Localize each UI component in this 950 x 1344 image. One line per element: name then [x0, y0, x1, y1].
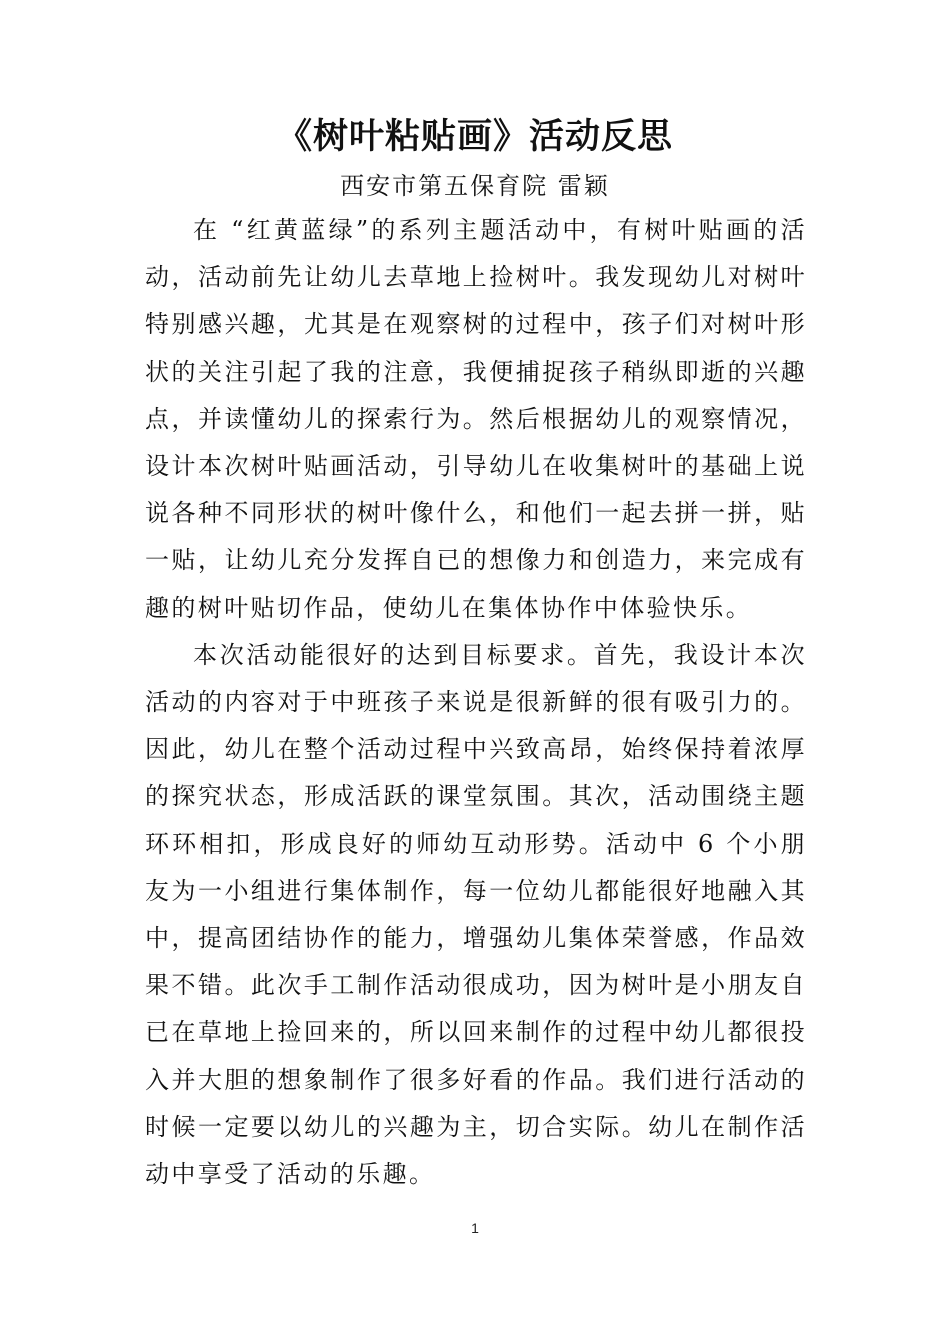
- author-byline: 西安市第五保育院 雷颖: [340, 172, 610, 200]
- document-title: 《树叶粘贴画》活动反思: [276, 117, 673, 157]
- paragraph-1: 在 “红黄蓝绿”的系列主题活动中，有树叶贴画的活动，活动前先让幼儿去草地上捡树叶。我发现幼儿对树叶特别感兴趣，尤其是在观察树的过程中，孩子们对树叶形状的关注引起了我的注意，我便捕捉孩子稍纵即逝的兴趣点，并读懂幼儿的探索行为。然后根据幼儿的观察情况，设计本次树叶贴画活动，引导幼儿在收集树叶的基础上说说各种不同形状的树叶像什么，和他们一起去拼一拼，贴一贴，让幼儿充分发挥自已的想像力和创造力，来完成有趣的树叶贴切作品，使幼儿在集体协作中体验快乐。: [145, 216, 807, 622]
- paragraph-2: 本次活动能很好的达到目标要求。首先，我设计本次活动的内容对于中班孩子来说是很新鲜的很有吸引力的。因此，幼儿在整个活动过程中兴致高昂，始终保持着浓厚的探究状态，形成活跃的课堂氛围。其次，活动围绕主题环环相扣，形成良好的师幼互动形势。活动中 6 个小朋友为一小组进行集体制作，每一位幼儿都能很好地融入其中，提高团结协作的能力，增强幼儿集体荣誉感，作品效果不错。此次手工制作活动很成功，因为树叶是小朋友自已在草地上捡回来的，所以回来制作的过程中幼儿都很投入并大胆的想象制作了很多好看的作品。我们进行活动的时候一定要以幼儿的兴趣为主，切合实际。幼儿在制作活动中享受了活动的乐趣。: [145, 640, 807, 1189]
- document-body: [145, 207, 807, 1198]
- page-number: 1: [471, 1220, 479, 1236]
